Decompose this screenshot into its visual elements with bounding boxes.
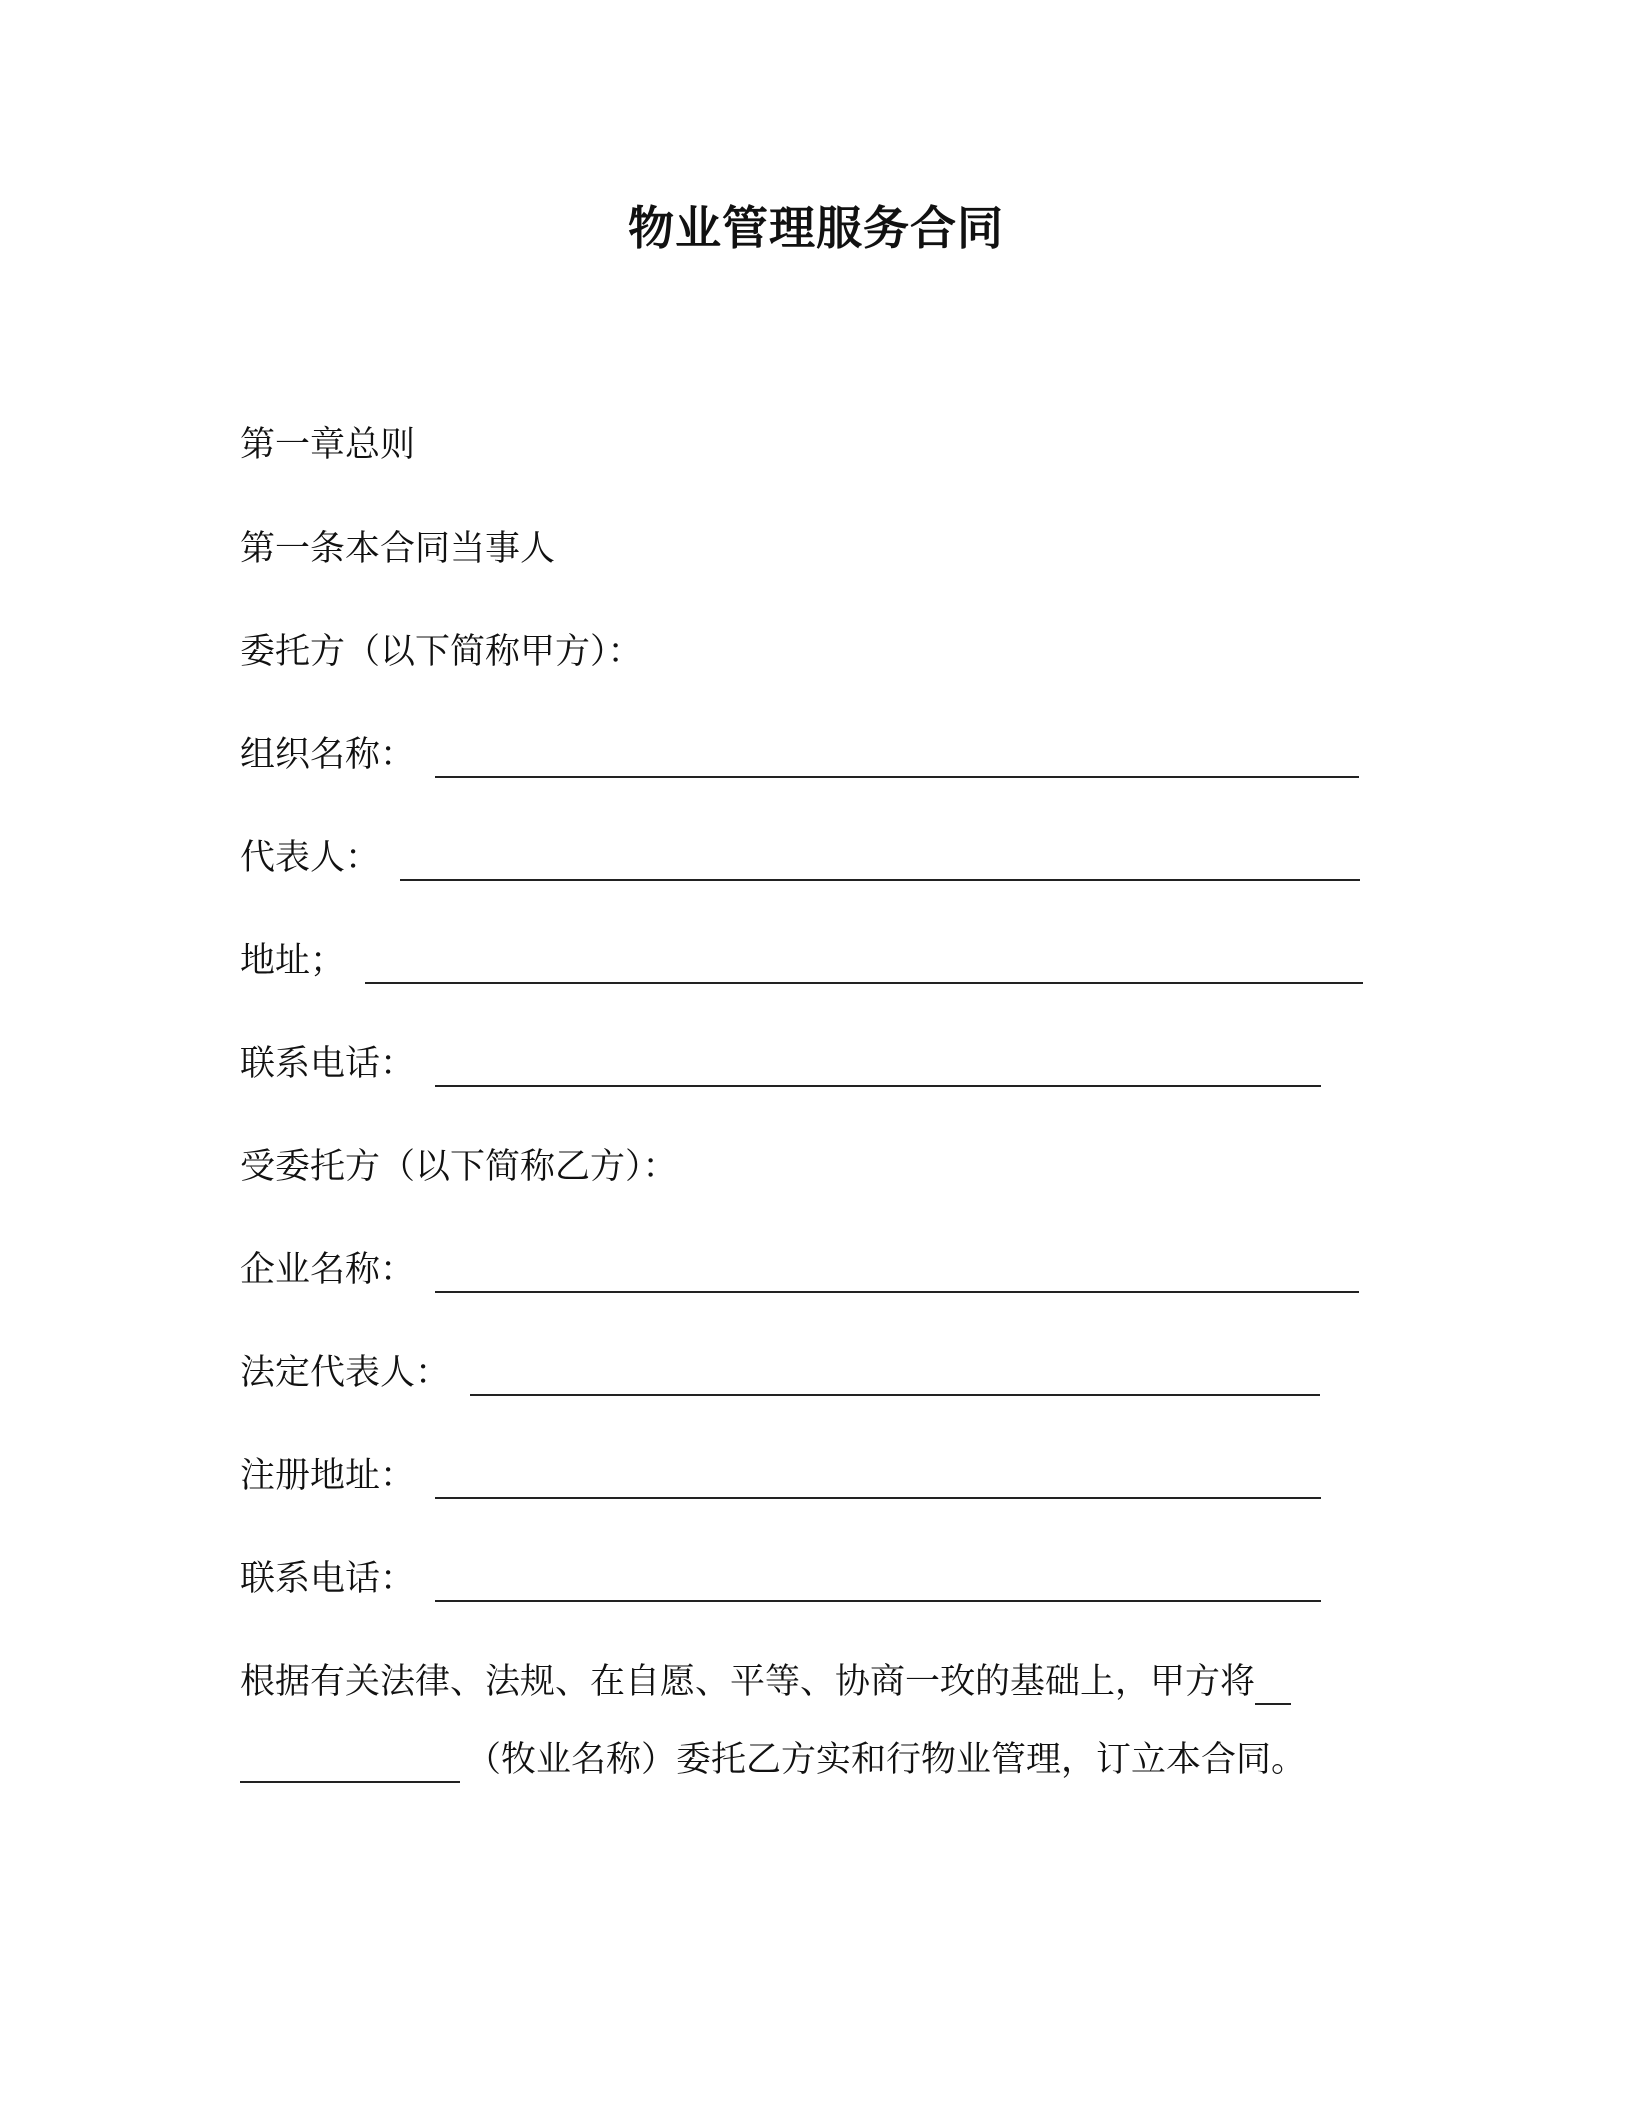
preamble-line-1 [240,1657,1291,1707]
party-a-org-name-row [240,730,1359,780]
company-name-field[interactable] [435,1257,1359,1293]
reg-address-label: 注册地址： [240,1456,416,1496]
reg-address-field[interactable] [435,1463,1321,1499]
party-b-legal-rep-row [240,1348,1320,1398]
party-a-heading-text: 委托方（以下简称甲方）： [240,632,643,672]
property-name-field[interactable] [240,1747,460,1783]
preamble-text-2: （牧业名称）委托乙方实和行物业管理，订立本合同。 [466,1740,1307,1780]
party-b-company-name-row [240,1245,1359,1295]
company-name-label: 企业名称： [240,1250,416,1290]
property-name-field-start[interactable] [1255,1669,1291,1705]
party-b-reg-address-row [240,1451,1321,1501]
org-name-field[interactable] [435,742,1359,778]
party-a-phone-field[interactable] [435,1051,1321,1087]
representative-field[interactable] [400,845,1360,881]
address-field[interactable] [365,948,1363,984]
party-a-heading [240,627,643,677]
legal-rep-field[interactable] [470,1360,1320,1396]
preamble-text-1: 根据有关法律、法规、在自愿、平等、协商一玫的基础上，甲方将 [240,1662,1256,1702]
party-a-representative-row [240,833,1360,883]
article-text: 第一条本合同当事人 [240,529,556,569]
party-a-phone-row [240,1039,1321,1089]
party-b-heading [240,1142,678,1192]
address-label: 地址； [240,941,346,981]
party-a-phone-label: 联系电话： [240,1044,416,1084]
chapter-heading [240,420,415,470]
preamble-line-2 [240,1735,1306,1785]
chapter-text: 第一章总则 [240,425,416,465]
document-title: 物业管理服务合同 [628,201,1004,255]
representative-label: 代表人： [240,838,381,878]
party-b-heading-text: 受委托方（以下简称乙方）： [240,1147,678,1187]
article-heading [240,524,555,574]
legal-rep-label: 法定代表人： [240,1353,451,1393]
party-b-phone-field[interactable] [435,1566,1321,1602]
org-name-label: 组织名称： [240,735,416,775]
party-a-address-row [240,936,1363,986]
party-b-phone-row [240,1554,1321,1604]
party-b-phone-label: 联系电话： [240,1559,416,1599]
